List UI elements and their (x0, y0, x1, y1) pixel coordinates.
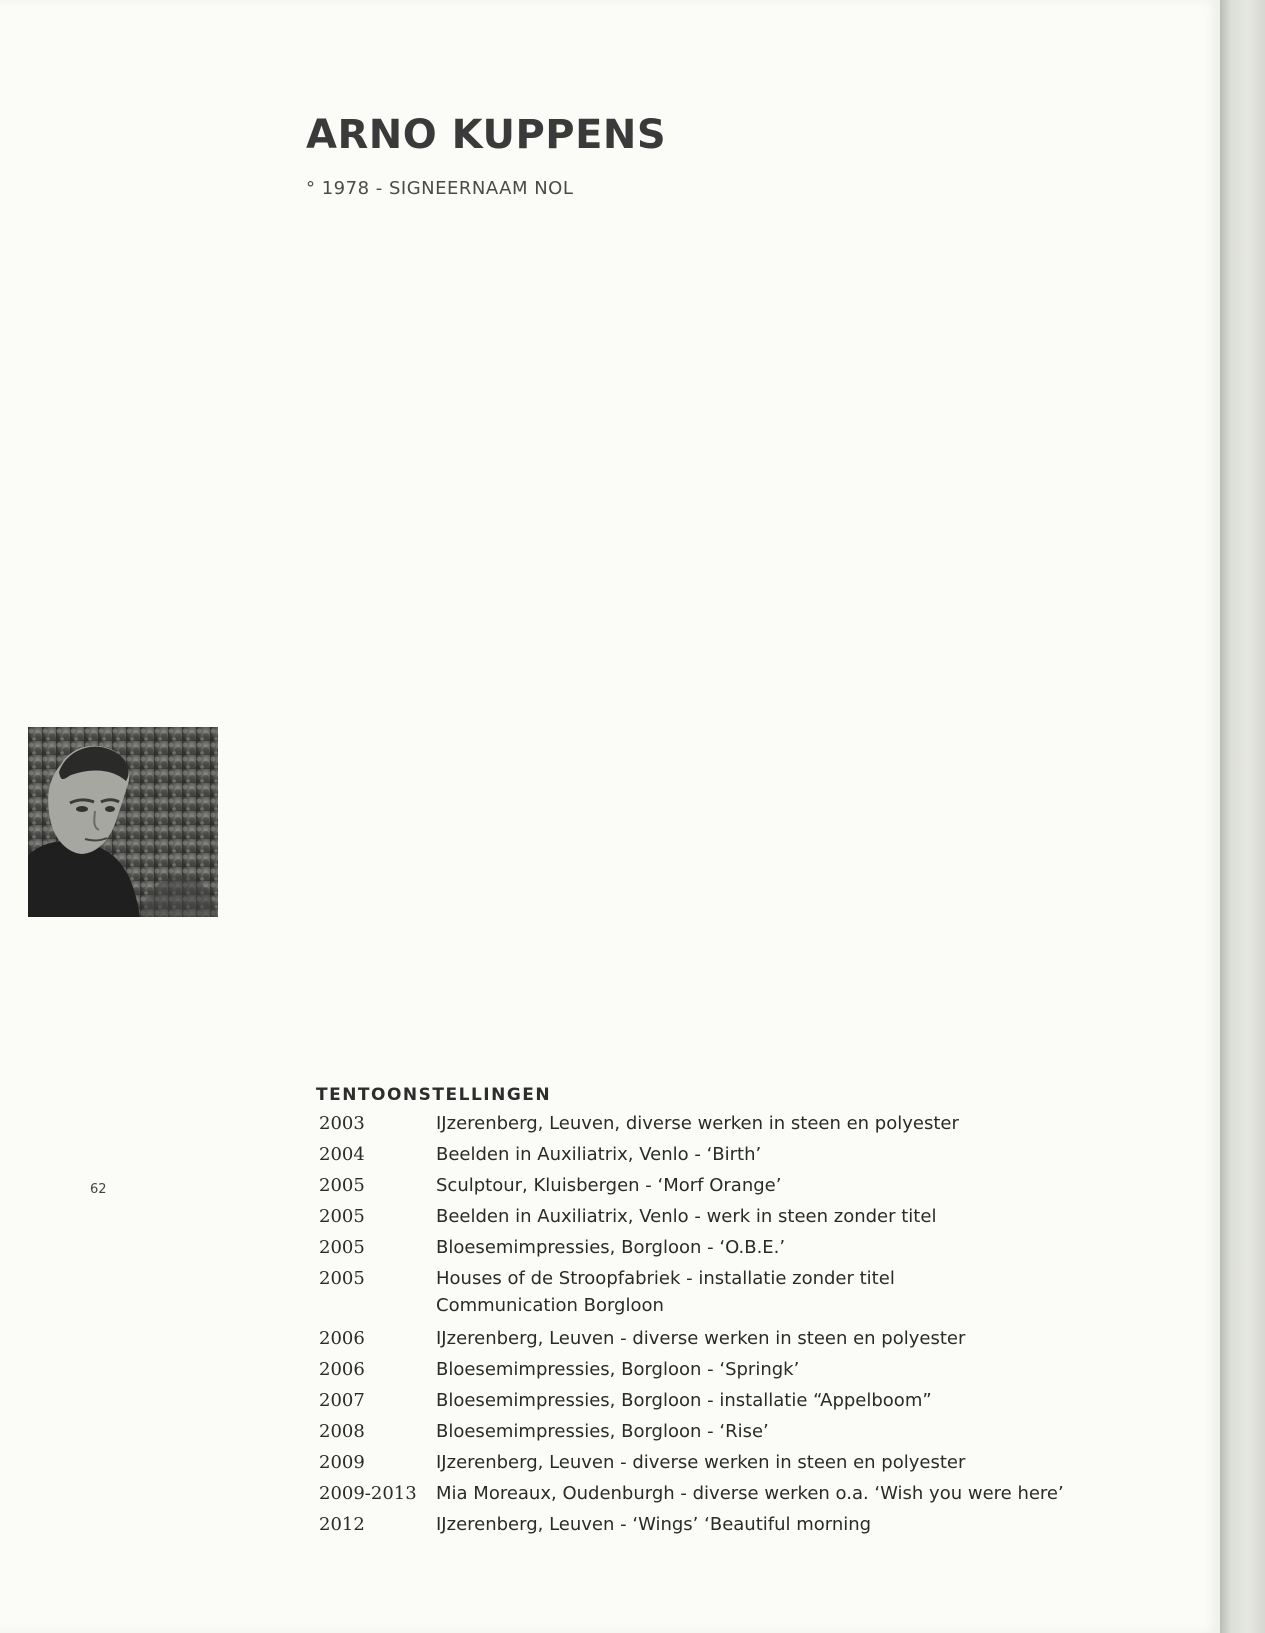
exhibition-year: 2009-2013 (319, 1483, 417, 1504)
exhibition-description: Bloesemimpressies, Borgloon - installatie “Appelboom” (436, 1390, 932, 1411)
book-page-edge (1220, 0, 1265, 1633)
exhibition-description: IJzerenberg, Leuven, diverse werken in steen en polyester (436, 1113, 959, 1134)
exhibition-row (319, 1237, 1199, 1268)
exhibition-year: 2006 (319, 1359, 365, 1380)
exhibition-year: 2005 (319, 1268, 365, 1289)
exhibition-year: 2003 (319, 1113, 365, 1134)
exhibition-year: 2005 (319, 1175, 365, 1196)
exhibition-description: Houses of de Stroopfabriek - installatie zonder titel (436, 1268, 895, 1289)
exhibitions-heading: TENTOONSTELLINGEN (316, 1085, 552, 1105)
exhibition-row (319, 1328, 1199, 1359)
exhibition-row (319, 1483, 1199, 1514)
exhibitions-list (319, 1113, 1199, 1545)
exhibition-row (319, 1421, 1199, 1452)
exhibition-description: IJzerenberg, Leuven - ‘Wings’ ‘Beautiful morning (436, 1514, 872, 1535)
exhibition-year: 2007 (319, 1390, 365, 1411)
artist-portrait-photo (28, 727, 218, 917)
exhibition-description: IJzerenberg, Leuven - diverse werken in steen en polyester (436, 1328, 966, 1349)
exhibition-row (319, 1452, 1199, 1483)
exhibition-description: IJzerenberg, Leuven - diverse werken in steen en polyester (436, 1452, 966, 1473)
exhibition-row (319, 1359, 1199, 1390)
exhibition-row (319, 1514, 1199, 1545)
exhibition-year: 2012 (319, 1514, 365, 1535)
exhibition-description: Beelden in Auxiliatrix, Venlo - werk in steen zonder titel (436, 1206, 937, 1227)
exhibition-year: 2008 (319, 1421, 365, 1442)
artist-subtitle: ° 1978 - SIGNEERNAAM NOL (306, 178, 574, 199)
exhibition-year: 2005 (319, 1237, 365, 1258)
exhibition-description-continuation: Communication Borgloon (436, 1295, 664, 1316)
exhibition-row (319, 1268, 1199, 1328)
exhibition-row (319, 1175, 1199, 1206)
exhibition-year: 2004 (319, 1144, 365, 1165)
exhibition-description: Bloesemimpressies, Borgloon - ‘O.B.E.’ (436, 1237, 786, 1258)
exhibition-description: Bloesemimpressies, Borgloon - ‘Rise’ (436, 1421, 769, 1442)
artist-name-title: ARNO KUPPENS (306, 112, 667, 158)
page-number: 62 (90, 1182, 107, 1197)
exhibition-row (319, 1390, 1199, 1421)
exhibition-year: 2006 (319, 1328, 365, 1349)
exhibition-row (319, 1113, 1199, 1144)
exhibition-year: 2005 (319, 1206, 365, 1227)
exhibition-description: Mia Moreaux, Oudenburgh - diverse werken o.a. ‘Wish you were here’ (436, 1483, 1064, 1504)
exhibition-year: 2009 (319, 1452, 365, 1473)
exhibition-description: Bloesemimpressies, Borgloon - ‘Springk’ (436, 1359, 800, 1380)
exhibition-description: Beelden in Auxiliatrix, Venlo - ‘Birth’ (436, 1144, 762, 1165)
exhibition-description: Sculptour, Kluisbergen - ‘Morf Orange’ (436, 1175, 782, 1196)
exhibition-row (319, 1144, 1199, 1175)
exhibition-row (319, 1206, 1199, 1237)
